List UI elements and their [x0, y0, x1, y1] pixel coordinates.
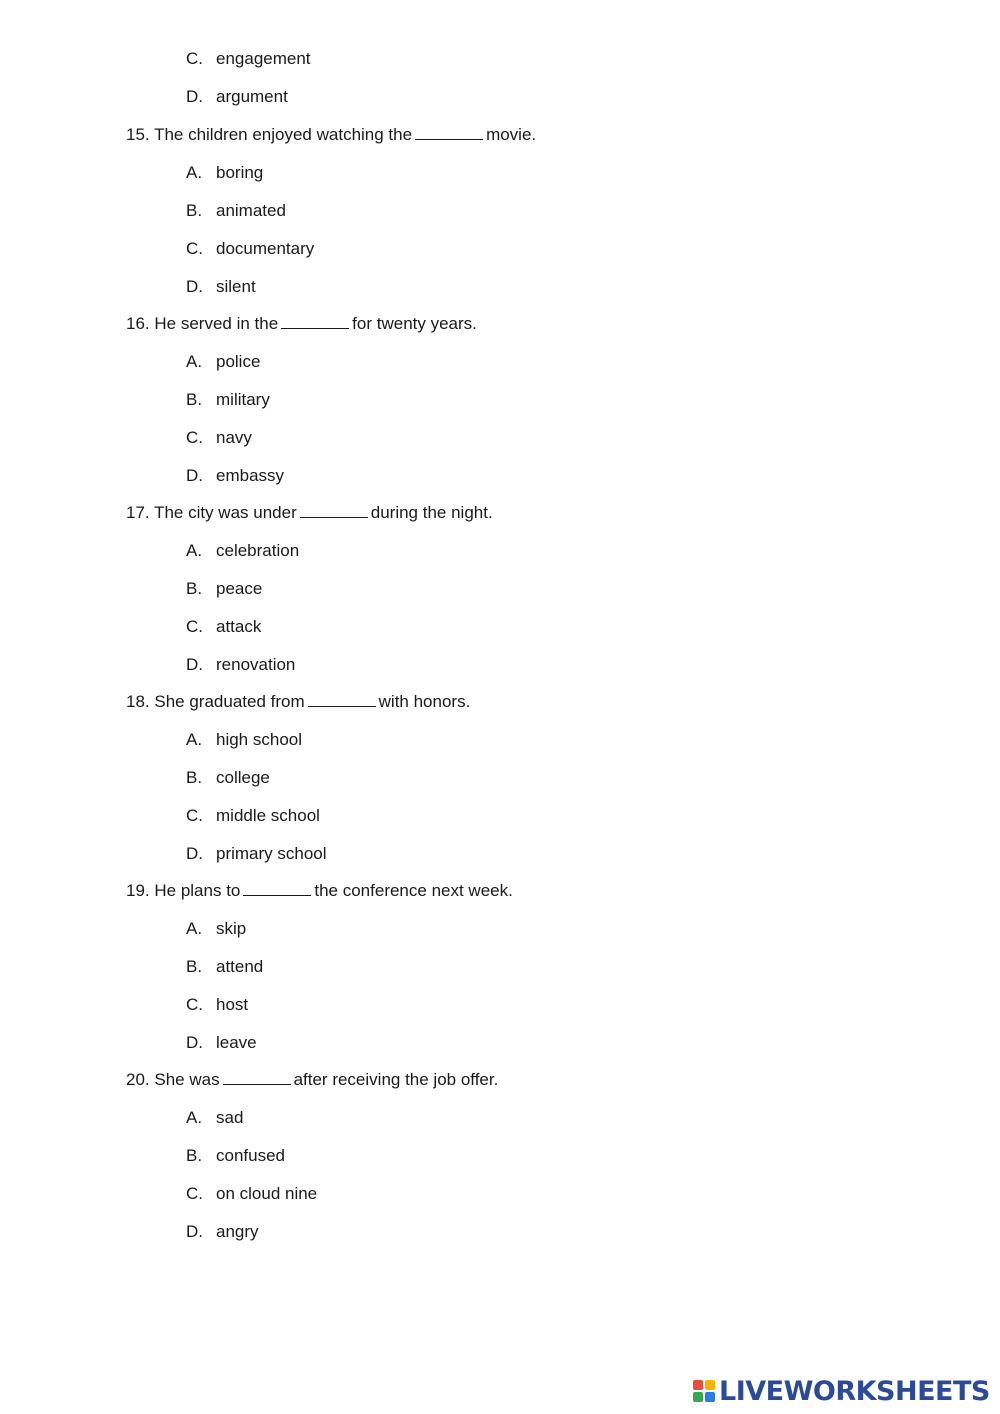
option-17-c — [186, 616, 261, 638]
option-letter: D. — [186, 655, 203, 674]
option-text: primary school — [216, 844, 327, 863]
option-text: embassy — [216, 466, 285, 485]
option-text: attack — [216, 617, 262, 636]
option-letter: C. — [186, 428, 203, 447]
option-text: host — [216, 995, 249, 1014]
option-letter: C. — [186, 239, 203, 258]
option-letter: B. — [186, 1146, 203, 1165]
question-text-after: after receiving the job offer. — [293, 1070, 499, 1089]
option-19-d — [186, 1032, 257, 1054]
option-text: leave — [216, 1033, 257, 1052]
option-letter: B. — [186, 201, 203, 220]
logo-square-red — [693, 1380, 703, 1390]
option-text: renovation — [216, 655, 296, 674]
option-text: silent — [216, 277, 256, 296]
option-14-d — [186, 86, 288, 108]
option-20-c — [186, 1183, 317, 1205]
option-letter: A. — [186, 730, 203, 749]
option-letter: B. — [186, 957, 203, 976]
option-letter: B. — [186, 390, 203, 409]
option-18-a — [186, 729, 302, 751]
option-20-b — [186, 1145, 285, 1167]
option-16-a — [186, 351, 260, 373]
question-text-before: He served in the — [154, 314, 279, 333]
question-number: 19. — [126, 881, 150, 900]
liveworksheets-brand — [692, 1374, 990, 1408]
option-text: engagement — [216, 49, 311, 68]
option-letter: A. — [186, 163, 203, 182]
option-15-b — [186, 200, 286, 222]
option-text: attend — [216, 957, 264, 976]
question-text-after: during the night. — [370, 503, 493, 522]
option-text: on cloud nine — [216, 1184, 318, 1203]
question-18 — [126, 691, 470, 713]
question-20 — [126, 1069, 498, 1091]
option-letter: D. — [186, 277, 203, 296]
option-text: confused — [216, 1146, 285, 1165]
question-number: 18. — [126, 692, 150, 711]
option-letter: C. — [186, 49, 203, 68]
option-15-c — [186, 238, 314, 260]
liveworksheets-logo-icon — [692, 1379, 716, 1403]
option-letter: B. — [186, 579, 203, 598]
option-17-d — [186, 654, 295, 676]
option-text: police — [216, 352, 261, 371]
option-15-a — [186, 162, 263, 184]
question-number: 20. — [126, 1070, 150, 1089]
option-19-b — [186, 956, 263, 978]
option-text: middle school — [216, 806, 320, 825]
option-text: documentary — [216, 239, 315, 258]
question-text-before: She was — [154, 1070, 220, 1089]
question-text-after: with honors. — [378, 692, 471, 711]
answer-blank — [300, 502, 368, 518]
option-18-c — [186, 805, 320, 827]
option-14-c — [186, 48, 311, 70]
option-letter: C. — [186, 1184, 203, 1203]
question-text-before: He plans to — [154, 881, 241, 900]
answer-blank — [223, 1069, 291, 1085]
option-16-b — [186, 389, 270, 411]
option-17-a — [186, 540, 299, 562]
option-text: college — [216, 768, 270, 787]
option-text: angry — [216, 1222, 259, 1241]
option-letter: B. — [186, 768, 203, 787]
option-17-b — [186, 578, 262, 600]
option-letter: C. — [186, 617, 203, 636]
option-16-d — [186, 465, 284, 487]
option-letter: C. — [186, 806, 203, 825]
question-15 — [126, 124, 536, 146]
option-19-a — [186, 918, 246, 940]
option-letter: A. — [186, 352, 203, 371]
answer-blank — [281, 313, 349, 329]
option-text: military — [216, 390, 270, 409]
question-text-before: She graduated from — [154, 692, 305, 711]
option-letter: A. — [186, 541, 203, 560]
option-text: celebration — [216, 541, 300, 560]
option-text: navy — [216, 428, 252, 447]
question-text-after: for twenty years. — [352, 314, 477, 333]
option-letter: D. — [186, 87, 203, 106]
option-19-c — [186, 994, 248, 1016]
option-letter: D. — [186, 1033, 203, 1052]
logo-square-green — [693, 1392, 703, 1402]
question-text-before: The children enjoyed watching the — [154, 125, 413, 144]
question-19 — [126, 880, 513, 902]
option-18-d — [186, 843, 327, 865]
question-text-before: The city was under — [154, 503, 297, 522]
option-text: boring — [216, 163, 264, 182]
option-text: peace — [216, 579, 263, 598]
logo-square-blue — [705, 1392, 715, 1402]
option-letter: D. — [186, 466, 203, 485]
option-text: high school — [216, 730, 303, 749]
option-16-c — [186, 427, 252, 449]
brand-name: LIVEWORKSHEETS — [719, 1375, 990, 1407]
option-15-d — [186, 276, 256, 298]
option-letter: D. — [186, 1222, 203, 1241]
option-letter: A. — [186, 1108, 203, 1127]
option-text: animated — [216, 201, 286, 220]
option-18-b — [186, 767, 270, 789]
question-number: 15. — [126, 125, 150, 144]
answer-blank — [308, 691, 376, 707]
option-letter: C. — [186, 995, 203, 1014]
logo-square-yellow — [705, 1380, 715, 1390]
option-letter: D. — [186, 844, 203, 863]
answer-blank — [415, 124, 483, 140]
option-20-d — [186, 1221, 259, 1243]
option-text: skip — [216, 919, 247, 938]
option-letter: A. — [186, 919, 203, 938]
answer-blank — [243, 880, 311, 896]
option-20-a — [186, 1107, 243, 1129]
option-text: sad — [216, 1108, 244, 1127]
question-number: 17. — [126, 503, 150, 522]
option-text: argument — [216, 87, 288, 106]
question-text-after: the conference next week. — [314, 881, 513, 900]
question-17 — [126, 502, 493, 524]
question-number: 16. — [126, 314, 150, 333]
question-text-after: movie. — [486, 125, 537, 144]
question-16 — [126, 313, 477, 335]
